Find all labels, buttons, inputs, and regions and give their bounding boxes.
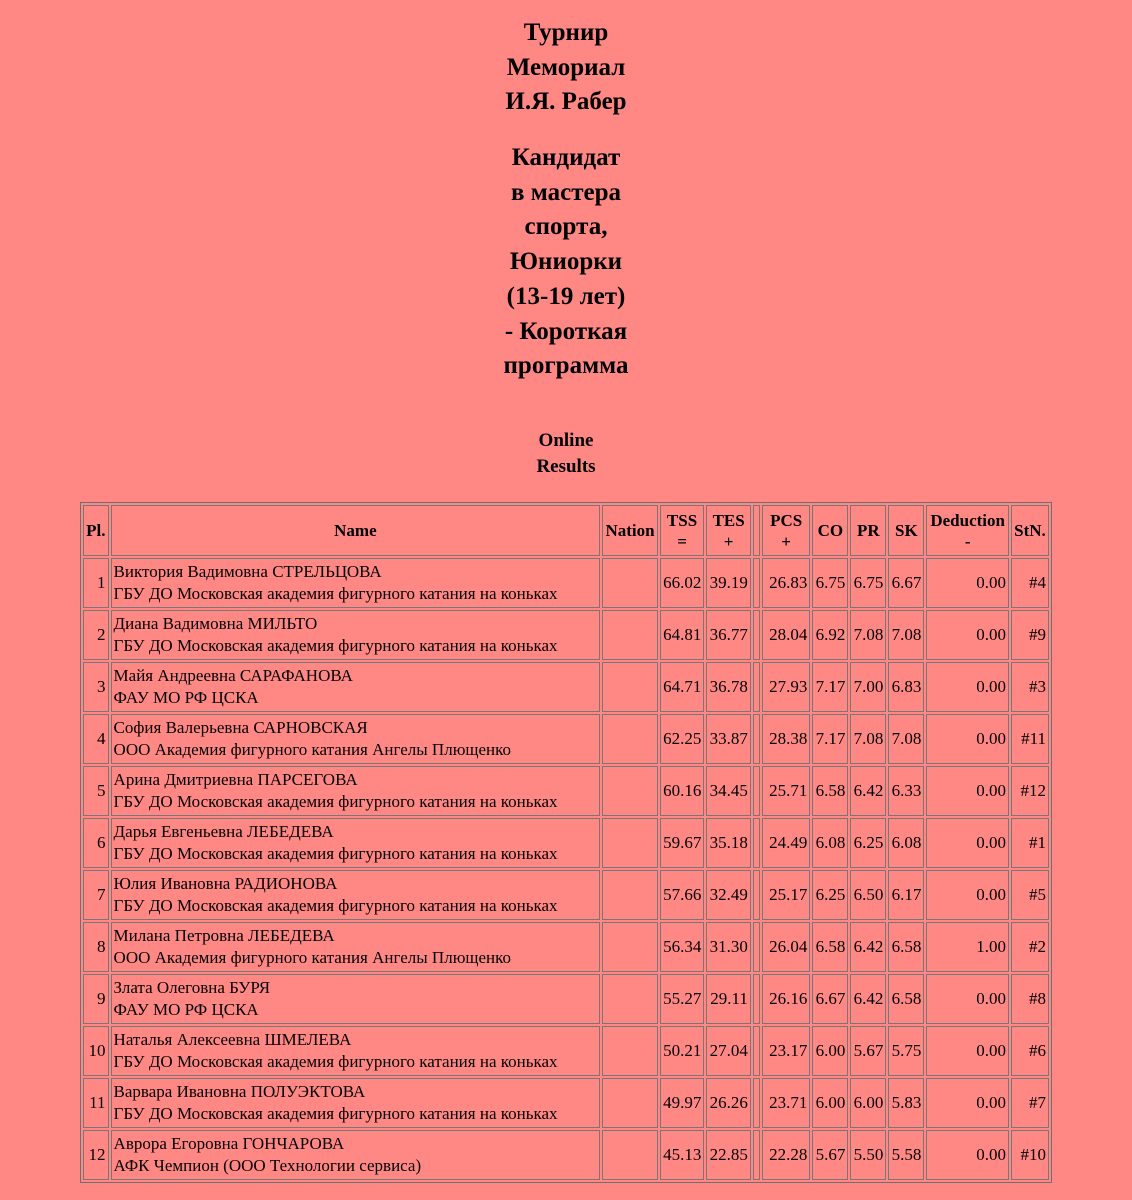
event-title-line-2: Мемориал <box>506 53 626 81</box>
pr-cell: 7.08 <box>850 714 886 764</box>
tes-cell: 26.26 <box>706 1078 751 1128</box>
tss-cell: 60.16 <box>660 766 705 816</box>
pr-cell: 7.08 <box>850 610 886 660</box>
tes-cell: 36.78 <box>706 662 751 712</box>
stn-cell: #9 <box>1011 610 1049 660</box>
header-spacer <box>753 505 760 556</box>
header-tes-operator: + <box>723 531 734 551</box>
skater-cell <box>111 1130 601 1180</box>
pr-cell: 5.50 <box>850 1130 886 1180</box>
sk-cell: 6.17 <box>888 870 924 920</box>
table-row <box>83 610 1049 660</box>
skater-cell <box>111 1078 601 1128</box>
skater-cell <box>111 818 601 868</box>
table-row <box>83 1130 1049 1180</box>
stn-cell: #4 <box>1011 558 1049 608</box>
deduction-cell: 1.00 <box>926 922 1009 972</box>
spacer-cell <box>753 714 760 764</box>
table-row <box>83 1078 1049 1128</box>
tes-cell: 33.87 <box>706 714 751 764</box>
category-title-line-7: программа <box>503 352 629 380</box>
nation-cell <box>602 610 658 660</box>
header-row <box>83 505 1049 556</box>
stn-cell: #1 <box>1011 818 1049 868</box>
club-name: ГБУ ДО Московская академия фигурного катания на коньках <box>113 844 558 863</box>
spacer-cell <box>753 818 760 868</box>
results-table <box>80 502 1052 1183</box>
header-deduction-operator: - <box>964 531 971 551</box>
skater-name: Диана Вадимовна МИЛЬТО <box>113 614 318 633</box>
spacer-cell <box>753 610 760 660</box>
online-results-line-1: Online <box>538 430 594 451</box>
category-title-line-4: Юниорки <box>509 248 623 276</box>
header-pcs-label: PCS <box>770 510 803 530</box>
tes-cell: 39.19 <box>706 558 751 608</box>
skater-name: Виктория Вадимовна СТРЕЛЬЦОВА <box>113 562 382 581</box>
place-cell: 3 <box>83 662 109 712</box>
place-cell: 5 <box>83 766 109 816</box>
pcs-cell: 28.38 <box>762 714 810 764</box>
club-name: ГБУ ДО Московская академия фигурного катания на коньках <box>113 1052 558 1071</box>
co-cell: 6.58 <box>812 922 848 972</box>
header-stn <box>1011 505 1049 556</box>
co-cell: 6.67 <box>812 974 848 1024</box>
sk-cell: 7.08 <box>888 714 924 764</box>
stn-cell: #8 <box>1011 974 1049 1024</box>
tss-cell: 66.02 <box>660 558 705 608</box>
deduction-cell: 0.00 <box>926 1078 1009 1128</box>
pcs-cell: 25.71 <box>762 766 810 816</box>
place-cell: 12 <box>83 1130 109 1180</box>
club-name: ГБУ ДО Московская академия фигурного катания на коньках <box>113 896 558 915</box>
tss-cell: 59.67 <box>660 818 705 868</box>
club-name: ООО Академия фигурного катания Ангелы Плющенко <box>113 740 512 759</box>
pr-cell: 6.00 <box>850 1078 886 1128</box>
deduction-cell: 0.00 <box>926 558 1009 608</box>
spacer-cell <box>753 922 760 972</box>
sk-cell: 6.67 <box>888 558 924 608</box>
co-cell: 6.58 <box>812 766 848 816</box>
spacer-cell <box>753 766 760 816</box>
tes-cell: 32.49 <box>706 870 751 920</box>
skater-cell <box>111 1026 601 1076</box>
results-table-body <box>83 558 1049 1180</box>
place-cell: 9 <box>83 974 109 1024</box>
co-cell: 7.17 <box>812 714 848 764</box>
nation-cell <box>602 662 658 712</box>
category-title-line-2: в мастера <box>511 178 621 206</box>
sk-cell: 6.58 <box>888 974 924 1024</box>
deduction-cell: 0.00 <box>926 1026 1009 1076</box>
category-title-line-3: спорта, <box>524 213 608 241</box>
pr-cell: 5.67 <box>850 1026 886 1076</box>
spacer-cell <box>753 662 760 712</box>
online-results-heading <box>0 428 1132 480</box>
category-title-line-6: - Короткая <box>504 317 628 345</box>
deduction-cell: 0.00 <box>926 766 1009 816</box>
nation-cell <box>602 1130 658 1180</box>
co-cell: 6.08 <box>812 818 848 868</box>
event-title-line-3: И.Я. Рабер <box>505 88 627 115</box>
skater-name: Злата Олеговна БУРЯ <box>113 978 271 997</box>
sk-cell: 6.33 <box>888 766 924 816</box>
nation-cell <box>602 1026 658 1076</box>
deduction-cell: 0.00 <box>926 610 1009 660</box>
pcs-cell: 25.17 <box>762 870 810 920</box>
spacer-cell <box>753 1130 760 1180</box>
pcs-cell: 27.93 <box>762 662 810 712</box>
pr-cell: 6.42 <box>850 922 886 972</box>
tss-cell: 45.13 <box>660 1130 705 1180</box>
pcs-cell: 26.83 <box>762 558 810 608</box>
tss-cell: 64.81 <box>660 610 705 660</box>
stn-cell: #11 <box>1011 714 1049 764</box>
nation-cell <box>602 922 658 972</box>
pr-cell: 7.00 <box>850 662 886 712</box>
header-pr-label: PR <box>857 521 880 540</box>
nation-cell <box>602 818 658 868</box>
sk-cell: 6.08 <box>888 818 924 868</box>
co-cell: 6.25 <box>812 870 848 920</box>
event-title-line-1: Турнир <box>523 19 609 46</box>
club-name: АФК Чемпион (ООО Технологии сервиса) <box>113 1156 422 1175</box>
tes-cell: 27.04 <box>706 1026 751 1076</box>
place-cell: 2 <box>83 610 109 660</box>
results-table-header <box>83 505 1049 556</box>
stn-cell: #6 <box>1011 1026 1049 1076</box>
co-cell: 5.67 <box>812 1130 848 1180</box>
header-sk <box>888 505 924 556</box>
table-row <box>83 818 1049 868</box>
header-tss-operator: = <box>677 531 687 551</box>
co-cell: 6.92 <box>812 610 848 660</box>
header-name-label: Name <box>334 521 377 540</box>
header-co-label: CO <box>817 521 844 540</box>
tss-cell: 50.21 <box>660 1026 705 1076</box>
co-cell: 6.00 <box>812 1026 848 1076</box>
skater-name: Майя Андреевна САРАФАНОВА <box>113 666 353 685</box>
online-results-line-2: Results <box>536 456 596 477</box>
nation-cell <box>602 766 658 816</box>
table-row <box>83 558 1049 608</box>
tss-cell: 62.25 <box>660 714 705 764</box>
sk-cell: 5.75 <box>888 1026 924 1076</box>
header-tss-label: TSS <box>666 510 698 530</box>
place-cell: 11 <box>83 1078 109 1128</box>
tss-cell: 64.71 <box>660 662 705 712</box>
deduction-cell: 0.00 <box>926 1130 1009 1180</box>
pr-cell: 6.42 <box>850 766 886 816</box>
table-row <box>83 922 1049 972</box>
tss-cell: 56.34 <box>660 922 705 972</box>
pcs-cell: 23.71 <box>762 1078 810 1128</box>
pcs-cell: 22.28 <box>762 1130 810 1180</box>
pcs-cell: 26.04 <box>762 922 810 972</box>
sk-cell: 6.58 <box>888 922 924 972</box>
skater-name: Варвара Ивановна ПОЛУЭКТОВА <box>113 1082 366 1101</box>
category-title <box>0 141 1132 384</box>
category-title-line-5: (13-19 лет) <box>506 282 626 310</box>
place-cell: 8 <box>83 922 109 972</box>
skater-name: Арина Дмитриевна ПАРСЕГОВА <box>113 770 358 789</box>
deduction-cell: 0.00 <box>926 870 1009 920</box>
place-cell: 4 <box>83 714 109 764</box>
skater-name: Дарья Евгеньевна ЛЕБЕДЕВА <box>113 822 334 841</box>
tss-cell: 55.27 <box>660 974 705 1024</box>
spacer-cell <box>753 870 760 920</box>
skater-name: Наталья Алексеевна ШМЕЛЕВА <box>113 1030 352 1049</box>
pr-cell: 6.42 <box>850 974 886 1024</box>
table-row <box>83 1026 1049 1076</box>
tss-cell: 49.97 <box>660 1078 705 1128</box>
place-cell: 10 <box>83 1026 109 1076</box>
header-name <box>111 505 601 556</box>
deduction-cell: 0.00 <box>926 662 1009 712</box>
co-cell: 6.75 <box>812 558 848 608</box>
spacer-cell <box>753 1026 760 1076</box>
skater-cell <box>111 610 601 660</box>
header-sk-label: SK <box>895 521 918 540</box>
stn-cell: #10 <box>1011 1130 1049 1180</box>
deduction-cell: 0.00 <box>926 714 1009 764</box>
table-row <box>83 766 1049 816</box>
club-name: ГБУ ДО Московская академия фигурного катания на коньках <box>113 792 558 811</box>
skater-name: Юлия Ивановна РАДИОНОВА <box>113 874 338 893</box>
sk-cell: 5.58 <box>888 1130 924 1180</box>
pcs-cell: 28.04 <box>762 610 810 660</box>
nation-cell <box>602 558 658 608</box>
nation-cell <box>602 714 658 764</box>
table-row <box>83 662 1049 712</box>
table-row <box>83 870 1049 920</box>
header-stn-label: StN. <box>1014 521 1046 540</box>
tes-cell: 35.18 <box>706 818 751 868</box>
header-deduction-label: Deduction <box>930 510 1005 530</box>
sk-cell: 7.08 <box>888 610 924 660</box>
deduction-cell: 0.00 <box>926 974 1009 1024</box>
co-cell: 7.17 <box>812 662 848 712</box>
header-pcs <box>762 505 810 556</box>
header-place <box>83 505 109 556</box>
stn-cell: #5 <box>1011 870 1049 920</box>
header-pcs-operator: + <box>781 531 791 551</box>
spacer-cell <box>753 1078 760 1128</box>
place-cell: 7 <box>83 870 109 920</box>
skater-cell <box>111 870 601 920</box>
tes-cell: 31.30 <box>706 922 751 972</box>
sk-cell: 5.83 <box>888 1078 924 1128</box>
tes-cell: 36.77 <box>706 610 751 660</box>
header-deduction <box>926 505 1009 556</box>
category-title-line-1: Кандидат <box>511 144 621 171</box>
header-nation <box>602 505 658 556</box>
skater-cell <box>111 974 601 1024</box>
pr-cell: 6.50 <box>850 870 886 920</box>
sk-cell: 6.83 <box>888 662 924 712</box>
nation-cell <box>602 1078 658 1128</box>
skater-cell <box>111 714 601 764</box>
club-name: ГБУ ДО Московская академия фигурного катания на коньках <box>113 1104 558 1123</box>
pcs-cell: 23.17 <box>762 1026 810 1076</box>
club-name: ФАУ МО РФ ЦСКА <box>113 1000 259 1019</box>
stn-cell: #2 <box>1011 922 1049 972</box>
header-pr <box>850 505 886 556</box>
stn-cell: #7 <box>1011 1078 1049 1128</box>
tes-cell: 29.11 <box>706 974 751 1024</box>
deduction-cell: 0.00 <box>926 818 1009 868</box>
place-cell: 6 <box>83 818 109 868</box>
header-nation-label: Nation <box>605 521 655 540</box>
pcs-cell: 24.49 <box>762 818 810 868</box>
skater-cell <box>111 558 601 608</box>
header-co <box>812 505 848 556</box>
skater-cell <box>111 922 601 972</box>
tes-cell: 22.85 <box>706 1130 751 1180</box>
nation-cell <box>602 870 658 920</box>
tes-cell: 34.45 <box>706 766 751 816</box>
stn-cell: #12 <box>1011 766 1049 816</box>
place-cell: 1 <box>83 558 109 608</box>
pr-cell: 6.75 <box>850 558 886 608</box>
table-row <box>83 974 1049 1024</box>
pr-cell: 6.25 <box>850 818 886 868</box>
club-name: ФАУ МО РФ ЦСКА <box>113 688 259 707</box>
club-name: ГБУ ДО Московская академия фигурного катания на коньках <box>113 584 558 603</box>
stn-cell: #3 <box>1011 662 1049 712</box>
nation-cell <box>602 974 658 1024</box>
skater-name: Милана Петровна ЛЕБЕДЕВА <box>113 926 335 945</box>
tss-cell: 57.66 <box>660 870 705 920</box>
header-tes <box>706 505 751 556</box>
skater-cell <box>111 766 601 816</box>
table-row <box>83 714 1049 764</box>
pcs-cell: 26.16 <box>762 974 810 1024</box>
skater-name: София Валерьевна САРНОВСКАЯ <box>113 718 368 737</box>
club-name: ГБУ ДО Московская академия фигурного катания на коньках <box>113 636 558 655</box>
co-cell: 6.00 <box>812 1078 848 1128</box>
club-name: ООО Академия фигурного катания Ангелы Плющенко <box>113 948 512 967</box>
spacer-cell <box>753 974 760 1024</box>
event-title <box>0 16 1132 120</box>
skater-cell <box>111 662 601 712</box>
header-place-label: Pl. <box>86 521 106 540</box>
header-tss <box>660 505 705 556</box>
header-tes-label: TES <box>712 510 745 530</box>
spacer-cell <box>753 558 760 608</box>
skater-name: Аврора Егоровна ГОНЧАРОВА <box>113 1134 345 1153</box>
